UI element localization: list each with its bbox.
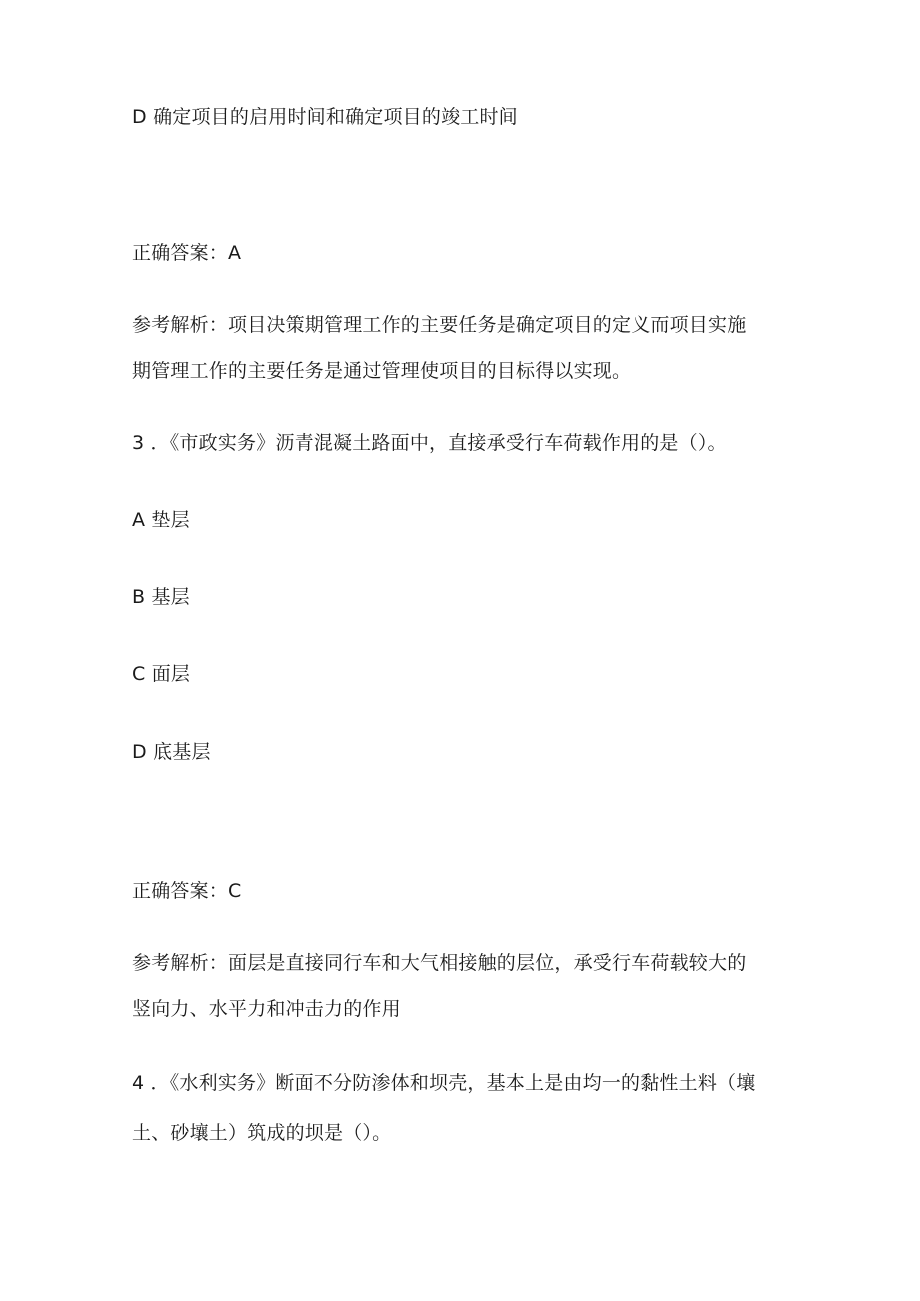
q3-analysis-line-1: 参考解析：面层是直接同行车和大气相接触的层位，承受行车荷载较大的	[132, 952, 747, 974]
q4-question-line-1: 4 ．《水利实务》断面不分防渗体和坝壳，基本上是由均一的黏性土料（壤	[132, 1072, 756, 1094]
q3-option-b: B 基层	[132, 586, 190, 608]
q2-option-d: D 确定项目的启用时间和确定项目的竣工时间	[132, 106, 518, 128]
q3-analysis-line-2: 竖向力、水平力和冲击力的作用	[132, 998, 401, 1020]
q3-option-a: A 垫层	[132, 509, 190, 531]
q3-correct-answer: 正确答案：C	[132, 880, 242, 902]
q3-question: 3 ．《市政实务》沥青混凝土路面中，直接承受行车荷载作用的是（）。	[132, 432, 727, 454]
q2-correct-answer: 正确答案：A	[132, 242, 242, 264]
q3-option-c: C 面层	[132, 663, 191, 685]
q2-analysis-line-2: 期管理工作的主要任务是通过管理使项目的目标得以实现。	[132, 360, 632, 382]
q3-option-d: D 底基层	[132, 741, 211, 763]
q2-analysis-line-1: 参考解析：项目决策期管理工作的主要任务是确定项目的定义而项目实施	[132, 314, 747, 336]
q4-question-line-2: 土、砂壤土）筑成的坝是（）。	[132, 1122, 392, 1144]
